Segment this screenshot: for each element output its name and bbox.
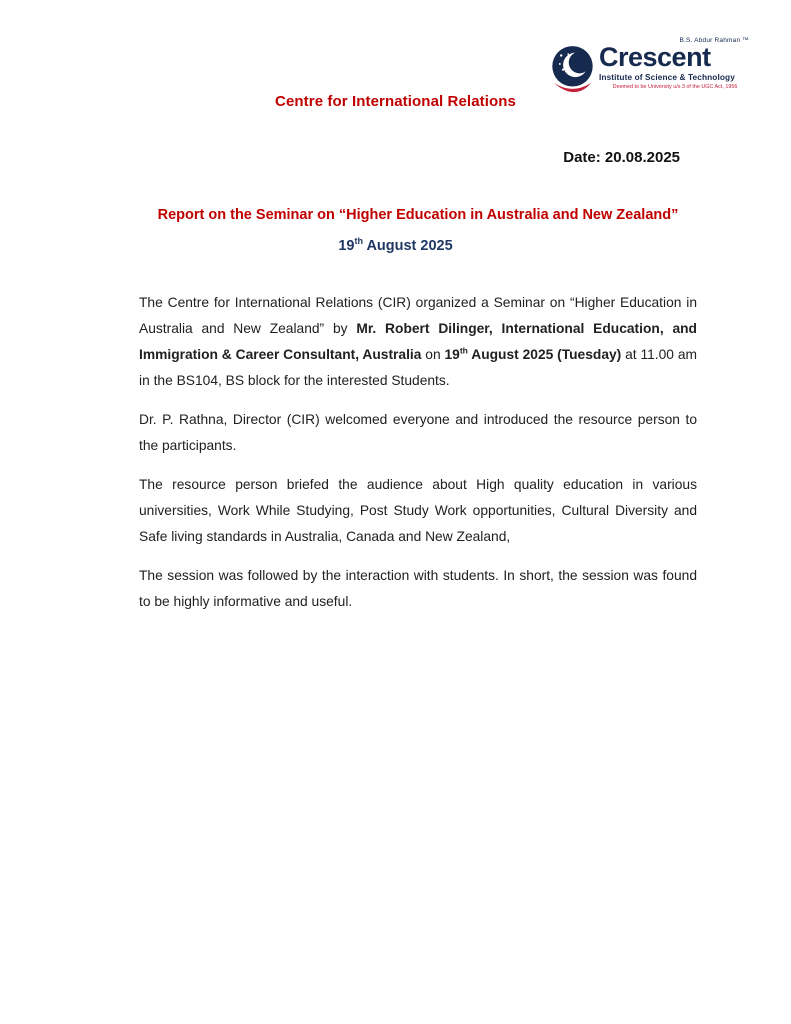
logo-wordmark: Crescent <box>599 42 711 72</box>
crescent-emblem-icon <box>549 45 596 97</box>
report-date: Date: 20.08.2025 <box>563 149 680 166</box>
paragraph-1: The Centre for International Relations (CIR) organized a Seminar on “Higher Education in Australia and New Zealand” by Mr. Robert Dilinger, International Education, and Immigration & Career Consultant, Australia on 19th August 2025 (Tuesday) at 11.00 am in the BS104, BS block for the interested Students. <box>139 295 697 388</box>
logo-tagline: Deemed to be University u/s 3 of the UGC Act, 1956 <box>612 83 738 90</box>
logo-text-block <box>599 37 751 90</box>
logo-subtitle: Institute of Science & Technology <box>599 72 735 82</box>
crescent-logo <box>549 37 789 97</box>
logo-trademark-line: B.S. Abdur Rahman ™ <box>679 37 749 44</box>
report-body <box>139 290 697 628</box>
paragraph-2: Dr. P. Rathna, Director (CIR) welcomed everyone and introduced the resource person to the participants. <box>139 412 697 453</box>
paragraph-3: The resource person briefed the audience about High quality education in various universities, Work While Studying, Post Study Work opportunities, Cultural Diversity and Safe living standards in Australia, Canada and New Zealand, <box>139 477 697 544</box>
report-title: Report on the Seminar on “Higher Education in Australia and New Zealand” <box>157 207 679 223</box>
report-subtitle: 19th August 2025 <box>338 236 453 254</box>
department-heading: Centre for International Relations <box>275 93 516 110</box>
paragraph-4: The session was followed by the interaction with students. In short, the session was found to be highly informative and useful. <box>139 568 697 609</box>
